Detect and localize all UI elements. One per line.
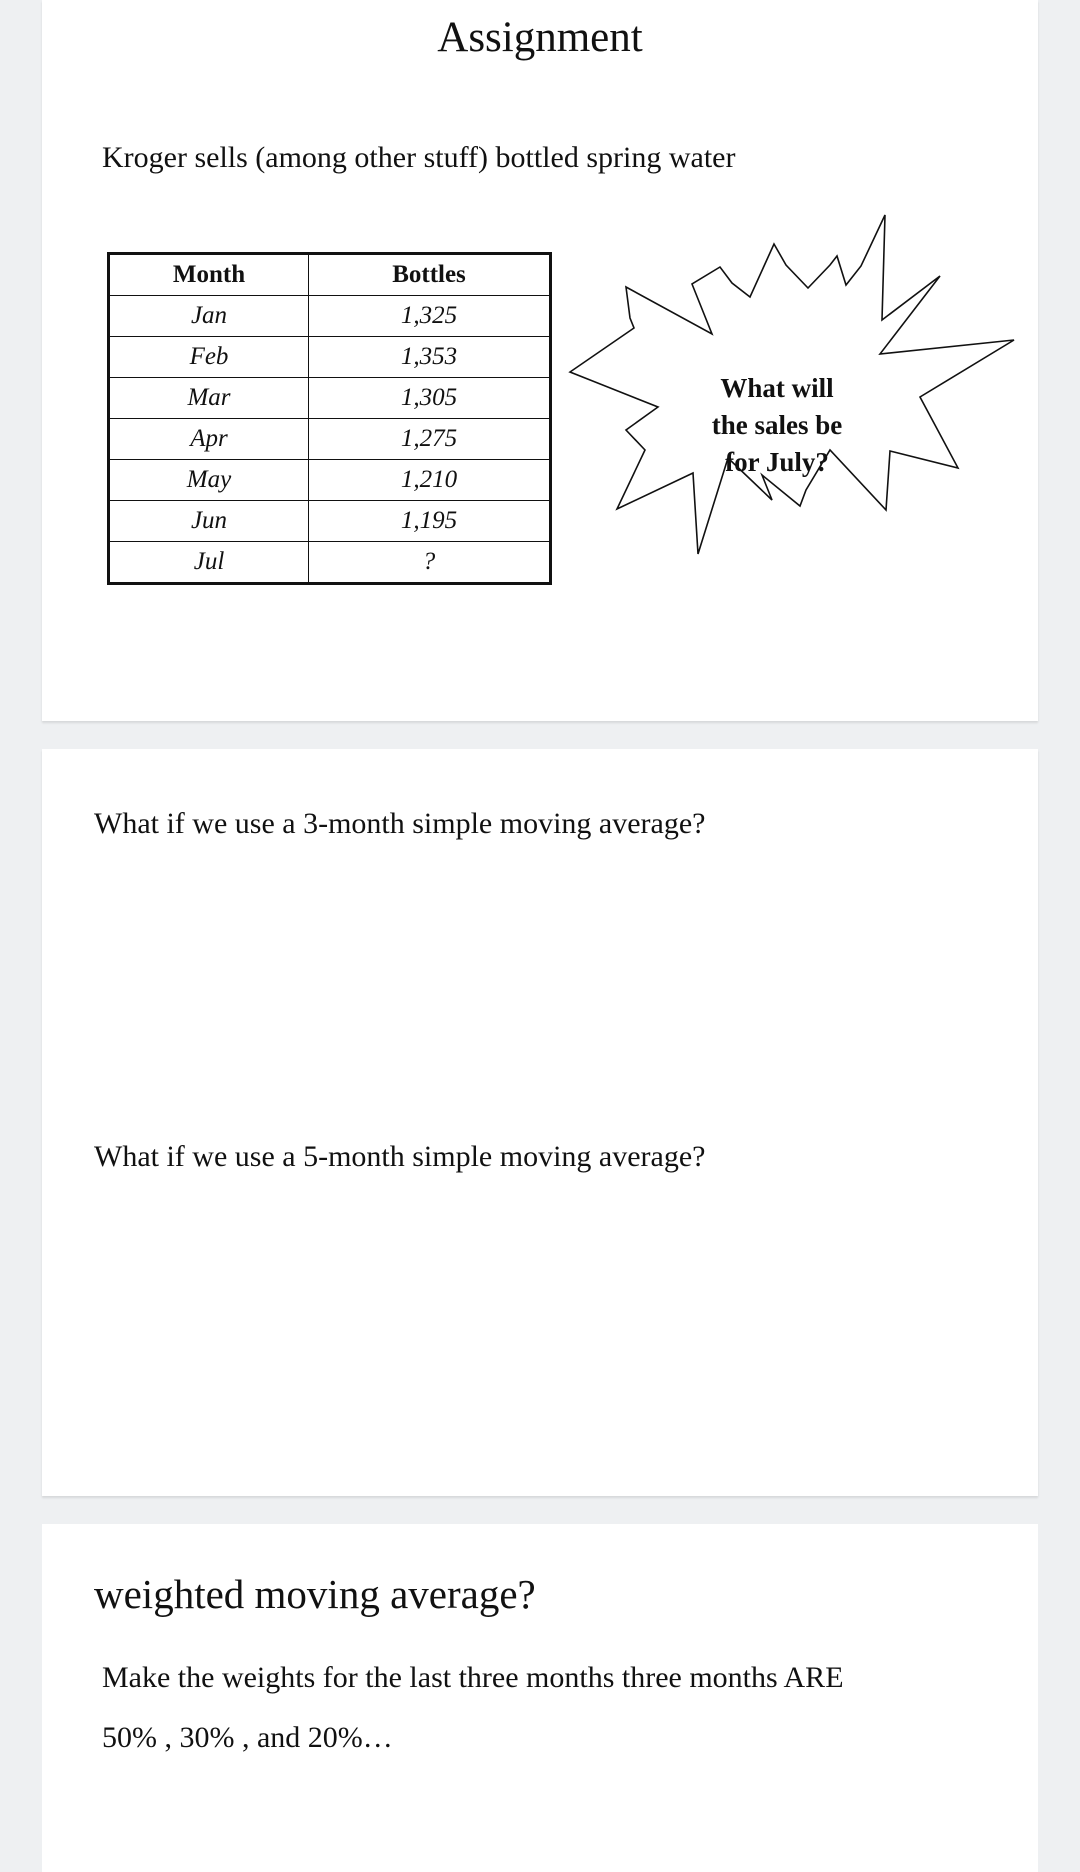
table-row xyxy=(109,542,551,584)
table-header-row xyxy=(109,254,551,296)
cell-bottles: 1,275 xyxy=(309,419,551,460)
cell-month: Jun xyxy=(109,501,309,542)
question-5-month: What if we use a 5-month simple moving average? xyxy=(94,1140,706,1173)
table-row xyxy=(109,501,551,542)
cell-month: Apr xyxy=(109,419,309,460)
weights-line-2: 50% , 30% , and 20%… xyxy=(102,1721,393,1754)
slide-weighted-moving-average xyxy=(42,1524,1038,1872)
question-3-month: What if we use a 3-month simple moving average? xyxy=(94,807,706,840)
weights-line-1: Make the weights for the last three months three months ARE xyxy=(102,1661,844,1694)
table-row xyxy=(109,337,551,378)
table-row xyxy=(109,296,551,337)
cell-month: Feb xyxy=(109,337,309,378)
cell-month: Jan xyxy=(109,296,309,337)
callout-text xyxy=(662,370,892,481)
table-row xyxy=(109,419,551,460)
cell-bottles: 1,325 xyxy=(309,296,551,337)
cell-month: Jul xyxy=(109,542,309,584)
slide-simple-moving-average xyxy=(42,749,1038,1496)
cell-bottles: 1,353 xyxy=(309,337,551,378)
cell-bottles: 1,210 xyxy=(309,460,551,501)
table-row xyxy=(109,460,551,501)
callout-line-1: What will xyxy=(720,373,834,403)
section-heading: weighted moving average? xyxy=(94,1571,536,1617)
callout-line-3: for July? xyxy=(725,447,829,477)
page-title: Assignment xyxy=(437,14,643,61)
weights-paragraph xyxy=(102,1648,1002,1768)
callout-line-2: the sales be xyxy=(711,410,843,440)
header-month: Month xyxy=(109,254,309,296)
intro-text: Kroger sells (among other stuff) bottled spring water xyxy=(102,141,736,174)
sales-table xyxy=(107,252,552,585)
cell-month: May xyxy=(109,460,309,501)
cell-month: Mar xyxy=(109,378,309,419)
header-bottles: Bottles xyxy=(309,254,551,296)
cell-bottles: 1,195 xyxy=(309,501,551,542)
cell-bottles: ? xyxy=(309,542,551,584)
cell-bottles: 1,305 xyxy=(309,378,551,419)
table-row xyxy=(109,378,551,419)
